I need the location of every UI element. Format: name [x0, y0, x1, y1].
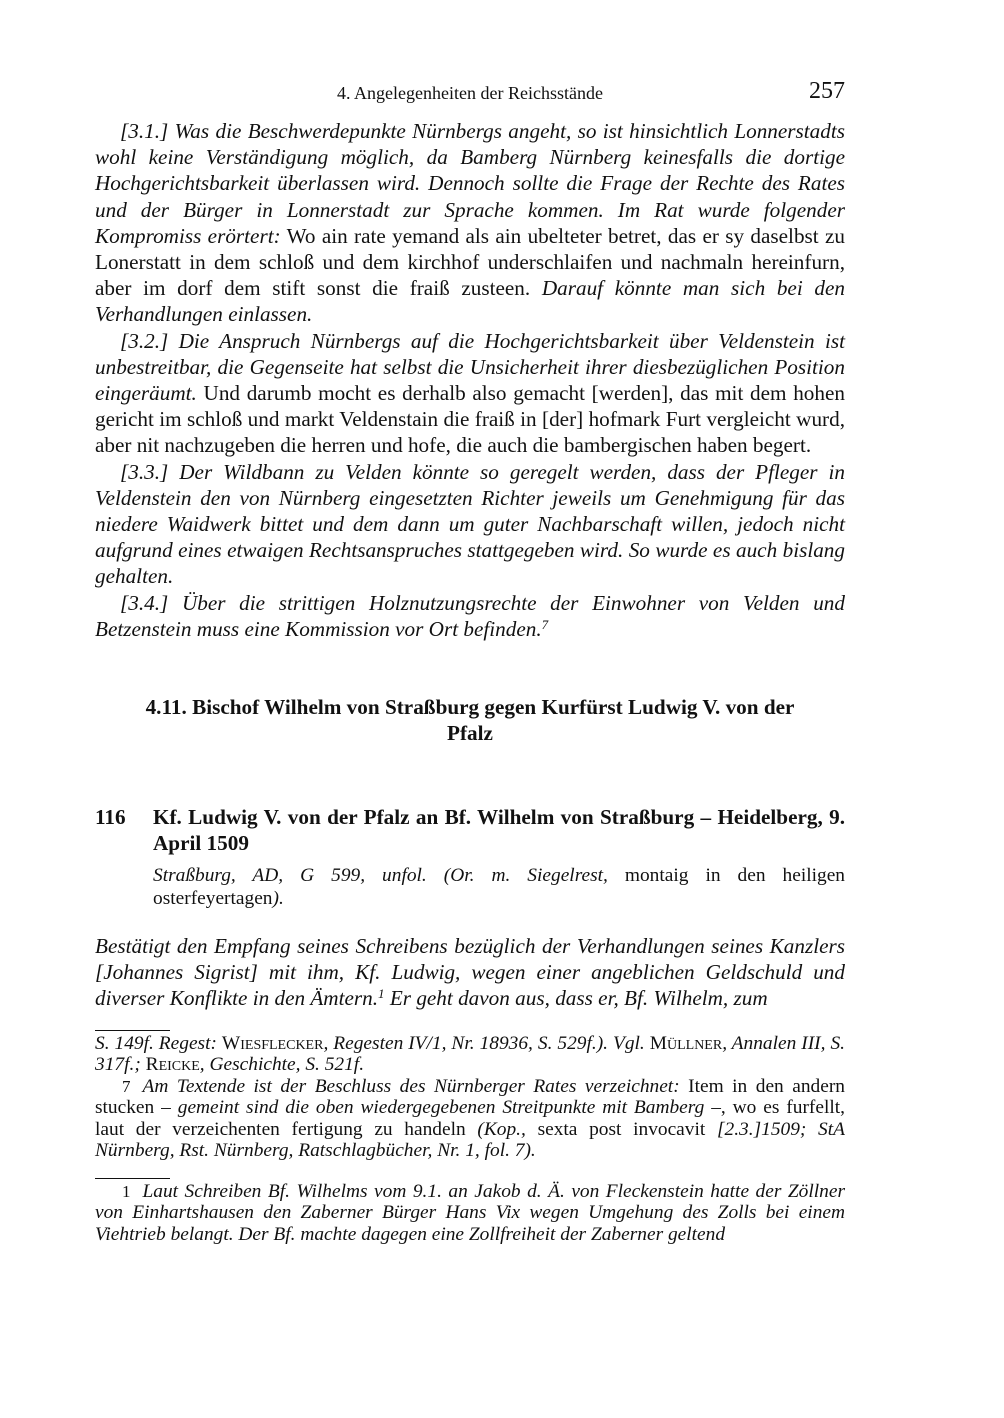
author-name: Müllner: [649, 1032, 723, 1054]
footnote-number: 7: [122, 1076, 131, 1096]
fn-cont-part: S. 149f. Regest:: [95, 1032, 222, 1054]
footnote-7: [95, 1076, 845, 1162]
paragraph-3-1-summary: [3.1.] Was die Beschwerdepunkte Nürnbergs angeht, so ist hinsichtlich Lonnerstadts wohl keine Verständigung möglich, da Bamberg Nürnberg keinesfalls die dortige Hochgerichtsbarkeit überlassen wird. Dennoch sollte die Frage der Rechte des Rates und der Bürger in Lonnerstadt zur Sprache kommen. Im Rat wurde folgender Kompromiss erörtert:: [95, 119, 845, 248]
section-heading-line-2: Pfalz: [447, 721, 493, 746]
regest: [95, 933, 845, 1012]
running-head-title: 4. Angelegenheiten der Reichsstände: [337, 83, 603, 103]
paragraph-3-4: [95, 590, 845, 642]
main-text: [95, 118, 845, 1245]
footnotes-document: [95, 1178, 845, 1246]
fn7-part: [2.3.]1509; StA Nürnberg, Rst. Nürnberg, Ratschlagbücher, Nr. 1, fol. 7).: [95, 1118, 845, 1162]
fn-cont-part: , Regesten IV/1, Nr. 18936, S. 529f.). Vgl.: [323, 1032, 650, 1054]
footnote-1: [95, 1181, 845, 1246]
paragraph-3-3: [95, 459, 845, 590]
section-heading: [95, 694, 845, 746]
page-number: 257: [809, 78, 845, 104]
footnote-continuation: [95, 1033, 845, 1076]
document-source-archive: Straßburg, AD, G 599, unfol. (Or. m. Siegelrest,: [153, 865, 608, 887]
paragraph-3-1: [95, 118, 845, 328]
paragraph-3-3-summary: [3.3.] Der Wildbann zu Velden könnte so geregelt werden, dass der Pfleger in Veldenstein den von Nürnberg eingesetzten Richter jeweils um Genehmigung für das niedere Waidwerk bittet und dem dann um guter Nachbarschaft willen, jedoch nicht aufgrund eines etwaigen Rechtsanspruches stattgegeben wird. So wurde es auch bislang gehalten.: [95, 459, 845, 589]
regest-text: Bestätigt den Empfang seines Schreibens bezüglich der Verhandlungen seines Kanzlers [Johannes Sigrist] mit ihm, Kf. Ludwig, wegen einer angeblichen Geldschuld und diverser Konflikte in den Ämtern.: [95, 934, 845, 1011]
document-source-date: montaig in den heiligen osterfeyertagen: [153, 865, 845, 910]
fn7-quote: Item in den andern stucken –: [95, 1075, 845, 1119]
paragraph-3-4-summary: [3.4.] Über die strittigen Holznutzungsrechte der Einwohner von Velden und Betzenstein muss eine Kommission vor Ort befinden.: [95, 590, 845, 641]
footnotes-previous: [95, 1030, 845, 1162]
fn-cont-part: , Annalen III, S. 317f.;: [95, 1032, 845, 1076]
paragraph-3-2-quote: Und darumb mocht es derhalb also gemacht [werden], das mit dem hohen gericht im schloß und markt Veldenstain die fraiß in [der] hofmark Furt vergleicht wurd, aber nit nachzugeben die herren und hofe, die auch die bambergischen haben begert.: [95, 381, 845, 458]
document-source: [153, 864, 845, 910]
footnote-rule: [95, 1030, 170, 1031]
fn7-part: (Kop.,: [477, 1118, 526, 1140]
footnote-rule: [95, 1178, 170, 1179]
running-head: [95, 78, 845, 108]
footnote-1-text: Laut Schreiben Bf. Wilhelms vom 9.1. an Jakob d. Ä. von Fleckenstein hatte der Zöllner von Einhartshausen den Zaberner Bürger Hans Vix wegen Umgehung des Zolls bei einem Viehtrieb belangt. Der Bf. machte dagegen eine Zollfreiheit der Zaberner geltend: [95, 1180, 845, 1245]
paragraph-3-2: [95, 328, 845, 459]
author-name: Wiesflecker: [221, 1032, 324, 1054]
document-number: 116: [95, 805, 126, 830]
footnote-number: 1: [122, 1181, 131, 1201]
paragraph-3-1-conclusion: Darauf könnte man sich bei den Verhandlungen einlassen.: [95, 276, 845, 327]
fn7-part: Am Textende ist der Beschluss des Nürnberger Rates verzeichnet:: [142, 1075, 680, 1097]
paragraph-3-2-summary: [3.2.] Die Anspruch Nürnbergs auf die Hochgerichtsbarkeit über Veldenstein ist unbestreitbar, die Gegenseite hat selbst die Unsicherheit ihrer diesbezüglichen Position eingeräumt.: [95, 328, 845, 406]
fn7-part: gemeint sind die oben wiedergegebenen Streitpunkte mit Bamberg: [177, 1097, 705, 1119]
fn-cont-part: , Geschichte, S. 521f.: [199, 1054, 365, 1076]
fn7-quote: –, wo es furfellt, laut der verzeichenten fertigung zu handeln: [95, 1097, 845, 1140]
fn7-quote: sexta post invocavit: [525, 1118, 717, 1140]
section-heading-line-1: 4.11. Bischof Wilhelm von Straßburg gegen Kurfürst Ludwig V. von der: [145, 695, 795, 720]
document-title: Kf. Ludwig V. von der Pfalz an Bf. Wilhelm von Straßburg – Heidelberg, 9. April 1509: [153, 805, 845, 856]
paragraph-3-1-quote: Wo ain rate yemand als ain ubelteter betret, das er sy daselbst zu Lonerstatt in dem schloß und dem kirchhof underschlaifen und nachmaln hereinfurn, aber im dorf dem stift sonst die fraiß zusteen.: [95, 223, 845, 301]
regest-text-continued: Er geht davon aus, dass er, Bf. Wilhelm, zum: [384, 986, 768, 1011]
footnote-ref-1[interactable]: 1: [378, 986, 385, 1002]
document-heading: [95, 804, 845, 856]
footnote-ref-7[interactable]: 7: [541, 616, 549, 632]
author-name: Reicke: [145, 1054, 200, 1076]
document-source-close: ).: [272, 888, 284, 910]
